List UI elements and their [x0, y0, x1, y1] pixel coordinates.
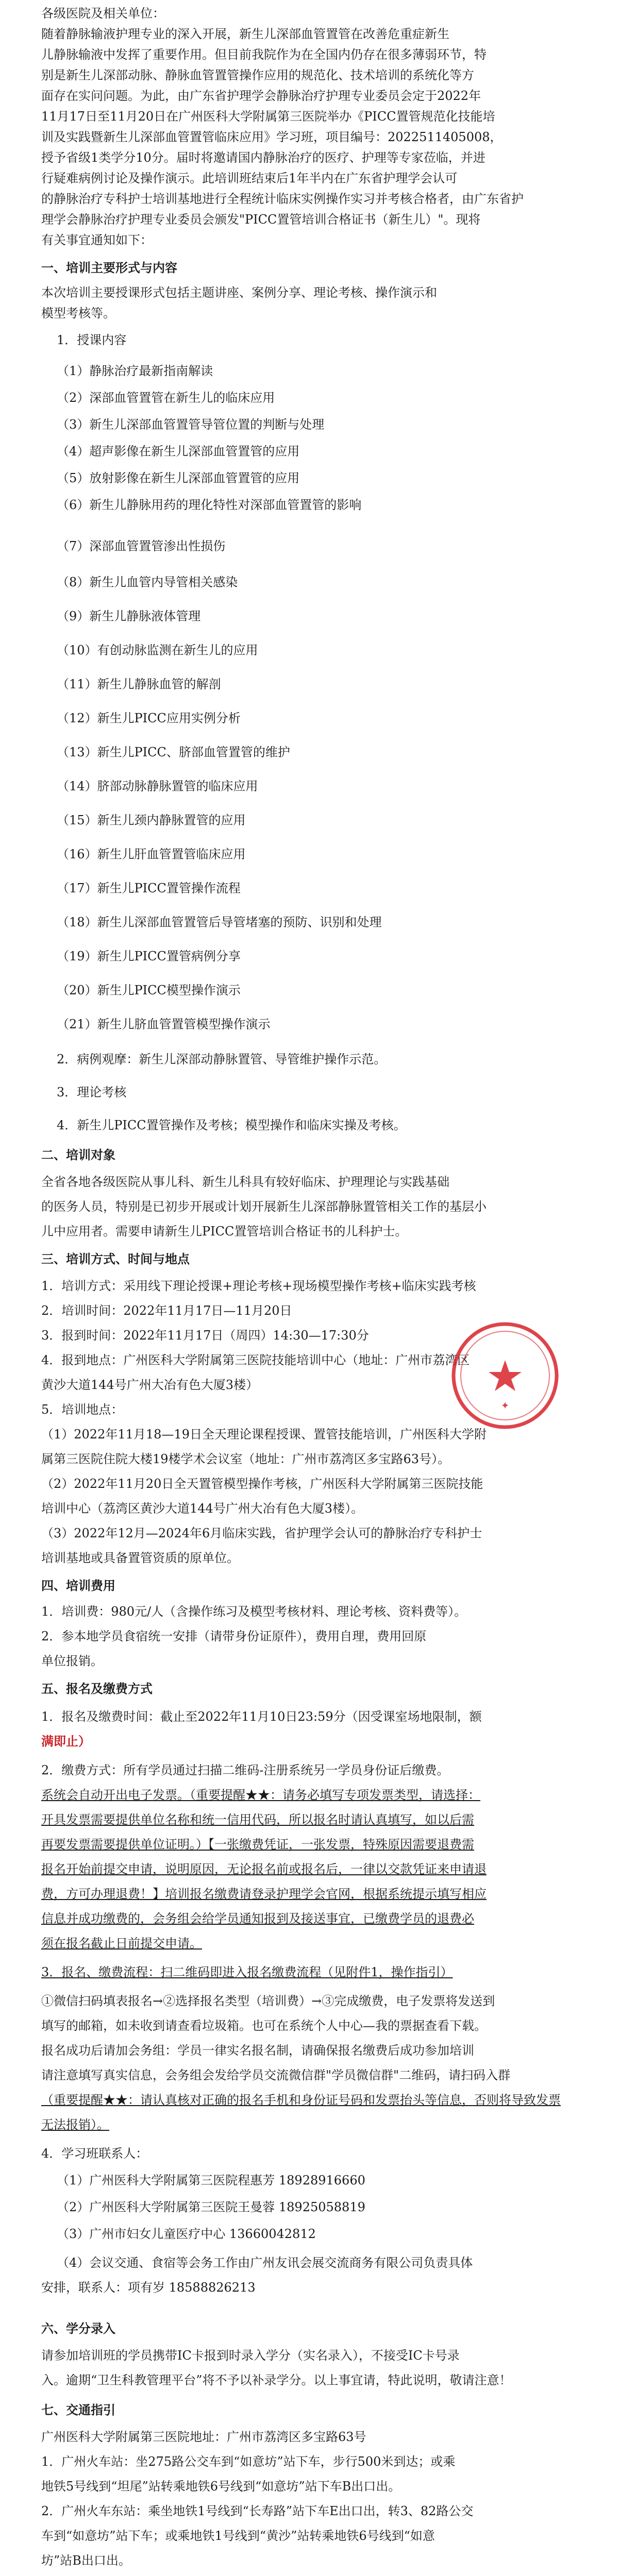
s5-line: 2．缴费方式：所有学员通过扫描二维码-注册系统另一学员身份证后缴费。	[41, 1763, 449, 1777]
section-4-title: 四、培训费用	[41, 1578, 115, 1593]
intro-line: 别是新生儿深部动脉、静脉血管置管操作应用的规范化、技术培训的系统化等方	[41, 68, 474, 82]
s1-paragraph: 本次培训主要授课形式包括主题讲座、案例分享、理论考核、操作演示和	[41, 285, 437, 300]
course-item: （3）新生儿深部血管置管导管位置的判断与处理	[57, 417, 325, 432]
s6-line: 入。逾期“卫生科教管理平台”将不予以补录学分。以上事宜请，特此说明，敬请注意！	[41, 2373, 512, 2387]
s1-paragraph: 模型考核等。	[41, 306, 115, 320]
s3-line: 黄沙大道144号广州大冶有色大厦3楼）	[41, 1378, 259, 1392]
s7-line: 2．广州火车东站：乘坐地铁1号线到“长寿路”站下车E出口出，转3、82路公交	[41, 2504, 474, 2518]
course-item: （20）新生儿PICC模型操作演示	[57, 983, 241, 997]
s5-line: 3．报名、缴费流程：扫二维码即进入报名缴费流程（见附件1，操作指引）	[41, 1965, 453, 1979]
s7-line: 地铁5号线到“坦尾”站转乘地铁6号线到“如意坊”站下车B出口出。	[41, 2479, 401, 2494]
s7-line: 广州医科大学附属第三医院地址：广州市荔湾区多宝路63号	[41, 2430, 366, 2444]
course-item: （7）深部血管置管渗出性损伤	[57, 539, 226, 553]
svg-text:✦: ✦	[500, 1399, 510, 1412]
section-6-title: 六、学分录入	[41, 2321, 115, 2336]
s3-line: 1．培训方式：采用线下理论授课+理论考核+现场模型操作考核+临床实践考核	[41, 1279, 476, 1293]
course-item: （16）新生儿肝血管置管临床应用	[57, 847, 246, 861]
s3-line: 4．报到地点：广州医科大学附属第三医院技能培训中心（地址：广州市荔湾区	[41, 1353, 470, 1367]
s5-line: ①微信扫码填表报名→②选择报名类型（培训费）→③完成缴费，电子发票将发送到	[41, 1994, 495, 2008]
s4-line: 单位报销。	[41, 1654, 103, 1668]
s7-line: 坊”站B出口出。	[41, 2553, 131, 2568]
section-7-title: 七、交通指引	[41, 2402, 115, 2417]
section-3-title: 三、培训方式、时间与地点	[41, 1251, 190, 1266]
s5-line: 再要发票需要提供单位证明。）【一张缴费凭证，一张发票，特殊原因需要退费需	[41, 1837, 474, 1852]
s2-line: 全省各地各级医院从事儿科、新生儿科具有较好临床、护理理论与实践基础	[41, 1175, 449, 1189]
s3-line: 5．培训地点：	[41, 1402, 124, 1417]
section-1-title: 一、培训主要形式与内容	[41, 260, 177, 275]
s5-line: 满即止）	[41, 1734, 91, 1749]
s3-line: 属第三医院住院大楼19楼学术会议室（地址：广州市荔湾区多宝路63号）。	[41, 1452, 450, 1466]
s5-line: （重要提醒★★：请认真核对正确的报名手机和身份证号码和发票抬头等信息，否则将导致发票	[41, 2093, 561, 2107]
course-item: （21）新生儿脐血管置管模型操作演示	[57, 1017, 271, 1031]
s2-line: 儿中应用者。需要申请新生儿PICC置管培训合格证书的儿科护士。	[41, 1224, 408, 1239]
course-item: （10）有创动脉监测在新生儿的应用	[57, 643, 258, 657]
s5-line: 须在报名截止日前提交申请。	[41, 1936, 202, 1951]
course-item: （17）新生儿PICC置管操作流程	[57, 881, 241, 895]
course-item: （5）放射影像在新生儿深部血管置管的应用	[57, 471, 300, 485]
course-item: （6）新生儿静脉用药的理化特性对深部血管置管的影响	[57, 498, 362, 512]
s1-subheading: 3．理论考核	[57, 1085, 127, 1099]
s3-line: 培训基地或具备置管资质的原单位。	[41, 1551, 239, 1565]
s3-line: 培训中心（荔湾区黄沙大道144号广州大冶有色大厦3楼）。	[41, 1501, 364, 1516]
course-item: （4）超声影像在新生儿深部血管置管的应用	[57, 444, 300, 459]
s4-line: 2．参本地学员食宿统一安排（请带身份证原件），费用自理，费用回原	[41, 1629, 427, 1643]
s1-subheading: 4．新生儿PICC置管操作及考核；模型操作和临床实操及考核。	[57, 1118, 406, 1132]
s5-line: 信息并成功缴费的，会务组会给学员通知报到及接送事宜，已缴费学员的退费必	[41, 1911, 474, 1926]
contact-line: 安排，联系人：项有岁 18588826213	[41, 2280, 256, 2295]
s5-line: 报名开始前提交申请，说明原因，无论报名前或报名后，一律以交款凭证来申请退	[41, 1862, 487, 1876]
course-item: （14）脐部动脉静脉置管的临床应用	[57, 779, 258, 793]
s5-line: 报名成功后请加会务组：学员一律实名报名制，请确保报名缴费后成功参加培训	[41, 2043, 474, 2058]
s5-line: 费，方可办理退费！】培训报名缴费请登录护理学会官网，根据系统提示填写相应	[41, 1887, 487, 1901]
s3-line: （2）2022年11月20日全天置管模型操作考核，广州医科大学附属第三医院技能	[41, 1477, 483, 1491]
s5-line: 4．学习班联系人：	[41, 2146, 148, 2161]
s1-subheading: 1．授课内容	[57, 333, 127, 347]
intro-line: 训及实践暨新生儿深部血管置管临床应用》学习班，项目编号：2022511405008，	[41, 130, 503, 144]
contact-line: （4）会议交通、食宿等会务工作由广州友讯会展交流商务有限公司负责具体	[57, 2256, 473, 2270]
s5-line: 1．报名及缴费时间：截止至2022年11月10日23:59分（因受课室场地限制，额	[41, 1709, 482, 1724]
s6-line: 请参加培训班的学员携带IC卡报到时录入学分（实名录入），不接受IC卡号录	[41, 2348, 460, 2363]
course-item: （2）深部血管置管在新生儿的临床应用	[57, 391, 275, 405]
contact-line: （3）广州市妇女儿童医疗中心 13660042812	[57, 2227, 316, 2241]
s1-subheading: 2．病例观摩：新生儿深部动静脉置管、导管维护操作示范。	[57, 1052, 387, 1066]
s3-line: （1）2022年11月18—19日全天理论课程授课、置管技能培训，广州医科大学附	[41, 1427, 487, 1442]
course-item: （15）新生儿颈内静脉置管的应用	[57, 813, 246, 827]
contact-line: （2）广州医科大学附属第三医院王曼蓉 18925058819	[57, 2200, 365, 2214]
course-item: （13）新生儿PICC、脐部血管置管的维护	[57, 745, 290, 759]
course-item: （9）新生儿静脉液体管理	[57, 609, 201, 623]
course-item: （12）新生儿PICC应用实例分析	[57, 711, 241, 725]
intro-line: 的静脉治疗专科护士培训基地进行全程统计临床实例操作实习并考核合格者，由广东省护	[41, 192, 524, 206]
s5-line: 填写的邮箱，如未收到请查看垃圾箱。也可在系统个人中心—我的票据查看下载。	[41, 2019, 487, 2033]
s5-line: 请注意填写真实信息，会务组会发给学员交流微信群"学员微信群"二维码，请扫码入群	[41, 2068, 511, 2082]
s2-line: 的医务人员，特别是已初步开展或计划开展新生儿深部静脉置管相关工作的基层小	[41, 1199, 487, 1214]
intro-line: 理学会静脉治疗护理专业委员会颁发"PICC置管培训合格证书（新生儿）"。现将	[41, 212, 481, 227]
s3-line: （3）2022年12月—2024年6月临床实践，省护理学会认可的静脉治疗专科护士	[41, 1526, 482, 1540]
course-item: （8）新生儿血管内导管相关感染	[57, 575, 238, 589]
intro-line: 有关事宜通知如下：	[41, 233, 153, 247]
s5-line: 系统会自动开出电子发票。（重要提醒★★：请务必填写专项发票类型，请选择：	[41, 1788, 480, 1802]
section-5-title: 五、报名及缴费方式	[41, 1681, 153, 1696]
s3-line: 2．培训时间：2022年11月17日—11月20日	[41, 1303, 292, 1318]
course-item: （1）静脉治疗最新指南解读	[57, 364, 213, 378]
s3-line: 3．报到时间：2022年11月17日（周四）14:30—17:30分	[41, 1328, 369, 1343]
intro-line: 授予省级1类学分10分。届时将邀请国内静脉治疗的医疗、护理等专家莅临，并进	[41, 150, 486, 165]
intro-line: 随着静脉输液护理专业的深入开展，新生儿深部血管置管在改善危重症新生	[41, 27, 449, 41]
intro-line: 儿静脉输液中发挥了重要作用。但目前我院作为在全国内仍存在很多薄弱环节，特	[41, 47, 487, 62]
intro-line: 11月17日至11月20日在广州医科大学附属第三医院举办《PICC置管规范化技能培	[41, 109, 495, 124]
s5-line: 无法报销）。	[41, 2117, 109, 2132]
s4-line: 1．培训费：980元/人（含操作练习及模型考核材料、理论考核、资料费等）。	[41, 1604, 467, 1619]
course-item: （11）新生儿静脉血管的解剖	[57, 677, 221, 691]
s7-line: 车到“如意坊”站下车；或乘地铁1号线到“黄沙”站转乘地铁6号线到“如意	[41, 2529, 435, 2543]
course-item: （19）新生儿PICC置管病例分享	[57, 949, 241, 963]
s7-line: 1．广州火车站：坐275路公交车到“如意坊”站下车，步行500米到达；或乘	[41, 2454, 456, 2469]
official-seal-icon	[448, 1319, 562, 1432]
salutation: 各级医院及相关单位：	[41, 6, 165, 21]
intro-line: 面存在实问问题。为此，由广东省护理学会静脉治疗护理专业委员会定于2022年	[41, 89, 481, 103]
intro-line: 行疑难病例讨论及操作演示。此培训班结束后1年半内在广东省护理学会认可	[41, 171, 458, 185]
section-2-title: 二、培训对象	[41, 1147, 115, 1162]
s5-line: 开具发票需要提供单位名称和统一信用代码，所以报名时请认真填写，如以后需	[41, 1812, 474, 1827]
contact-line: （1）广州医科大学附属第三医院程惠芳 18928916660	[57, 2173, 365, 2188]
course-item: （18）新生儿深部血管置管后导管堵塞的预防、识别和处理	[57, 915, 382, 929]
